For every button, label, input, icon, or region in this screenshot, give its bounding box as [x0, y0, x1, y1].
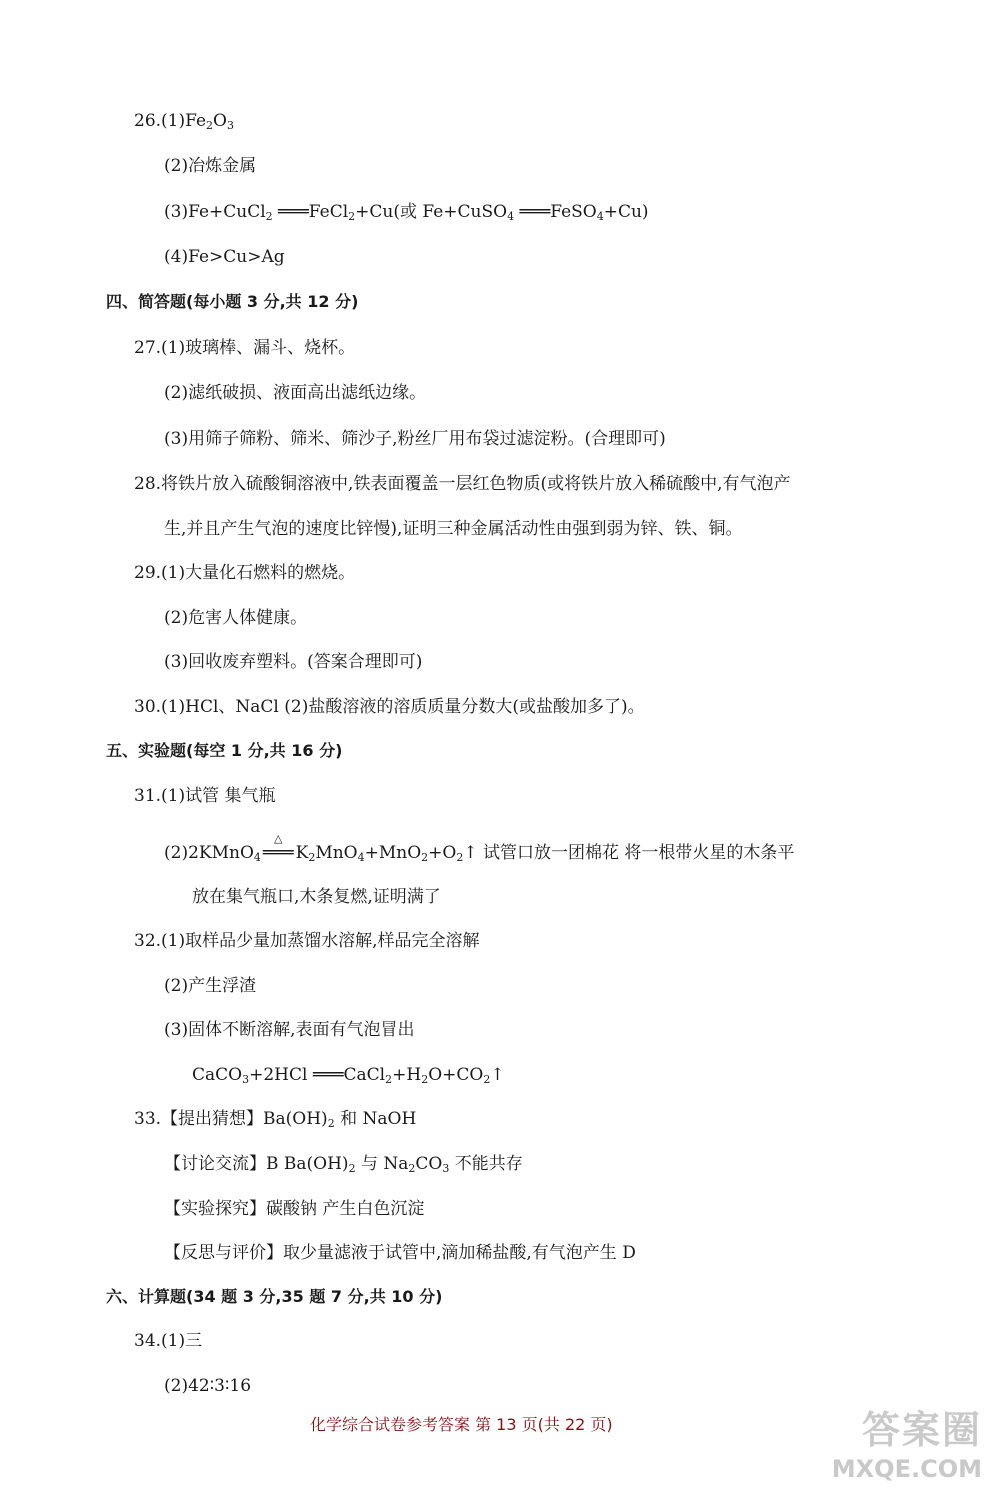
q32-line-4: CaCO$_3$+2HCl $═══CaCl_2+H_2O+CO_2↑$: [192, 1065, 505, 1086]
q29-line-1: 29.(1)大量化石燃料的燃烧。: [134, 563, 356, 583]
q27-line-2: (2)滤纸破损、液面高出滤纸边缘。: [164, 383, 427, 403]
q26-line-2: (2)冶炼金属: [164, 156, 257, 176]
q26-line-4: (4)Fe>Cu>Ag: [164, 247, 285, 267]
q26-line-1: $26.(1)Fe_2O_3$: [134, 111, 234, 132]
q26-line-3: (3)Fe+CuCl$_2$ ═══FeCl$_2$+Cu(或 Fe+CuSO$_4$ ═══FeSO$_4$+Cu): [164, 202, 649, 223]
page-footer: 化学综合试卷参考答案 第 13 页(共 22 页): [310, 1415, 613, 1434]
q31-line-3: 放在集气瓶口,木条复燃,证明满了: [192, 887, 441, 907]
q32-line-2: (2)产生浮渣: [164, 976, 257, 996]
q29-line-2: (2)危害人体健康。: [164, 608, 308, 628]
section-4-heading: 四、简答题(每小题 3 分,共 12 分): [106, 292, 359, 311]
q28-line-1: 28.将铁片放入硫酸铜溶液中,铁表面覆盖一层红色物质(或将铁片放入稀硫酸中,有气泡产: [134, 474, 791, 494]
q29-line-3: (3)回收废弃塑料。(答案合理即可): [164, 652, 423, 672]
watermark-logo: [792, 1399, 982, 1489]
q32-line-1: 32.(1)取样品少量加蒸馏水溶解,样品完全溶解: [134, 931, 480, 951]
q27-line-3: (3)用筛子筛粉、筛米、筛沙子,粉丝厂用布袋过滤淀粉。(合理即可): [164, 429, 666, 449]
q27-line-1: 27.(1)玻璃棒、漏斗、烧杯。: [134, 338, 356, 358]
q33-line-3: 【实验探究】碳酸钠 产生白色沉淀: [164, 1199, 425, 1219]
q33-line-2: 【讨论交流】B $Ba(OH)_2$ 与 $Na_2CO_3$ 不能共存: [164, 1154, 523, 1175]
watermark-text: 答案圈: [861, 1408, 982, 1452]
q33-line-1: 33.【提出猜想】$Ba(OH)_2$ 和 NaOH: [134, 1109, 417, 1130]
section-6-heading: 六、计算题(34 题 3 分,35 题 7 分,共 10 分): [106, 1287, 443, 1306]
q34-line-1: 34.(1)三: [134, 1331, 203, 1351]
q33-line-4: 【反思与评价】取少量滤液于试管中,滴加稀盐酸,有气泡产生 D: [164, 1243, 636, 1263]
q31-line-2: (2)2KMnO$_4$ △ ═══ $K_2MnO_4+MnO_2+O_2↑$ 试管口放一团棉花 将一根带火星的木条平: [164, 832, 795, 864]
q28-line-2: 生,并且产生气泡的速度比锌慢),证明三种金属活动性由强到弱为锌、铁、铜。: [164, 519, 743, 539]
watermark-url: MXQE.COM: [831, 1455, 982, 1483]
heating-equals: △ ═══: [262, 832, 294, 863]
q32-line-3: (3)固体不断溶解,表面有气泡冒出: [164, 1020, 415, 1040]
q34-line-2: (2)42∶3∶16: [164, 1376, 252, 1396]
section-5-heading: 五、实验题(每空 1 分,共 16 分): [106, 741, 343, 760]
q30-line: 30.(1)HCl、NaCl (2)盐酸溶液的溶质质量分数大(或盐酸加多了)。: [134, 697, 645, 717]
q31-line-1: 31.(1)试管 集气瓶: [134, 786, 276, 806]
